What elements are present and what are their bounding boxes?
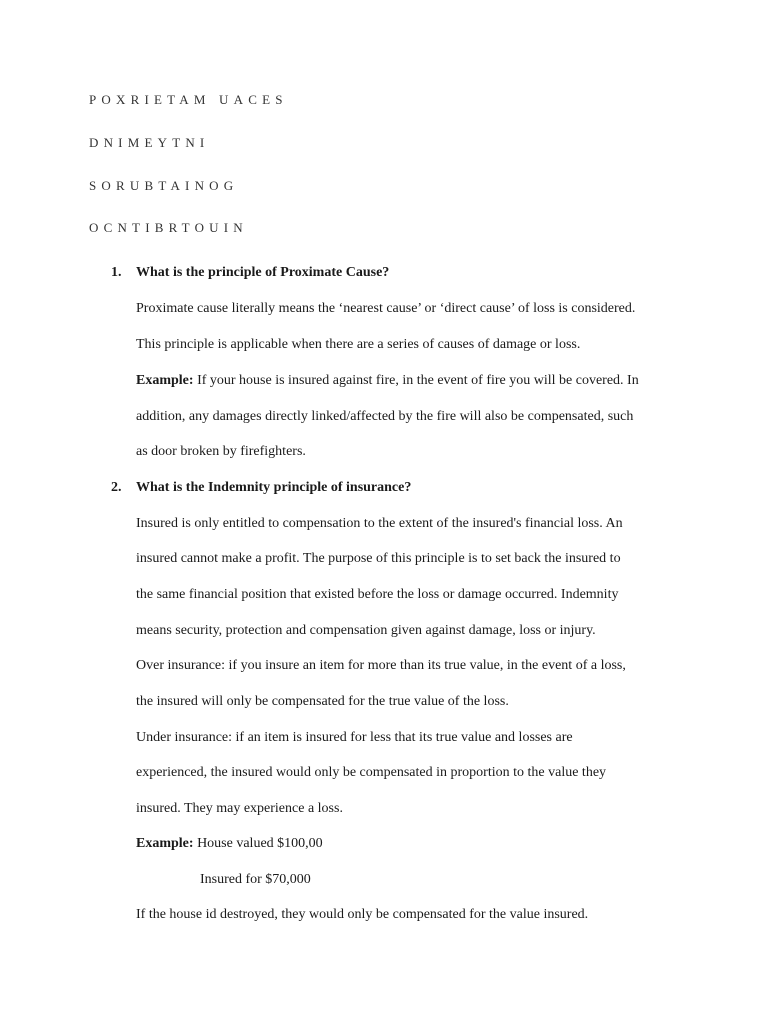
scrambled-word-3: SORUBTAINOG	[89, 178, 239, 193]
q2-number: 2.	[111, 480, 122, 495]
q2-final-line: If the house id destroyed, they would only be compensated for the value insured.	[136, 907, 589, 922]
q1-body-line-2: This principle is applicable when there are a series of causes of damage or loss.	[136, 337, 581, 352]
q2-body-line-3: the same financial position that existed before the loss or damage occurred. Indemnity	[136, 587, 619, 602]
q2-body-line-4: means security, protection and compensation given against damage, loss or injury.	[136, 623, 596, 638]
scrambled-word-4: OCNTIBRTOUIN	[89, 220, 248, 235]
q2-body-line-6: the insured will only be compensated for the true value of the loss.	[136, 694, 509, 709]
q2-body-line-2: insured cannot make a profit. The purpose of this principle is to set back the insured to	[136, 551, 621, 566]
q2-body-line-5: Over insurance: if you insure an item for more than its true value, in the event of a loss,	[136, 658, 626, 673]
q2-question: What is the Indemnity principle of insurance?	[136, 480, 412, 495]
q2-body-line-1: Insured is only entitled to compensation to the extent of the insured's financial loss. An	[136, 516, 623, 531]
q2-example-insured: Insured for $70,000	[200, 872, 311, 887]
q2-example-label: Example:	[136, 836, 194, 851]
q1-example-label: Example:	[136, 373, 194, 388]
q2-body-line-7: Under insurance: if an item is insured for less that its true value and losses are	[136, 730, 573, 745]
q1-example-line-2: addition, any damages directly linked/affected by the fire will also be compensated, such	[136, 409, 634, 424]
q2-example-text: House valued $100,00	[193, 836, 323, 851]
q1-example-line	[136, 372, 639, 390]
q2-example-line	[136, 835, 323, 853]
q1-question: What is the principle of Proximate Cause?	[136, 265, 390, 280]
scrambled-word-1: POXRIETAM UACES	[89, 92, 288, 107]
q1-example-text: If your house is insured against fire, in the event of fire you will be covered. In	[193, 373, 639, 388]
scrambled-word-2: DNIMEYTNI	[89, 135, 210, 150]
q1-example-line-3: as door broken by firefighters.	[136, 444, 306, 459]
q2-body-line-8: experienced, the insured would only be compensated in proportion to the value they	[136, 765, 607, 780]
q1-number: 1.	[111, 265, 122, 280]
q1-body-line-1: Proximate cause literally means the ‘nearest cause’ or ‘direct cause’ of loss is considered.	[136, 301, 636, 316]
q2-body-line-9: insured. They may experience a loss.	[136, 801, 343, 816]
